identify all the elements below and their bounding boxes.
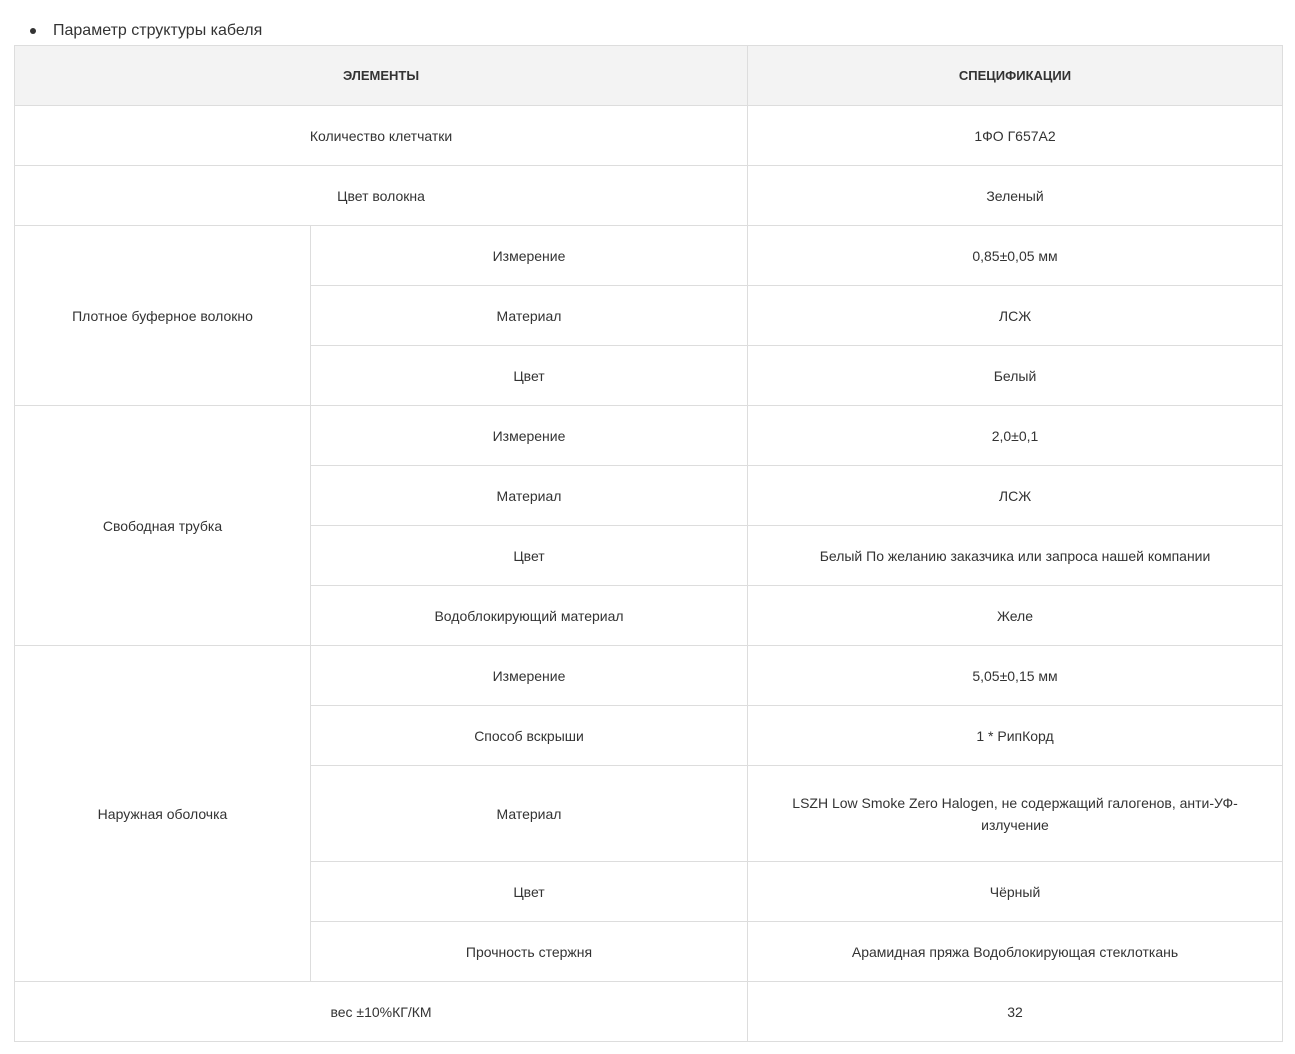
table-row bbox=[15, 982, 1283, 1042]
row-value: Зеленый bbox=[748, 166, 1283, 226]
row-value: 1 * РипКорд bbox=[748, 706, 1283, 766]
group-label: Плотное буферное волокно bbox=[15, 226, 311, 406]
row-label: Измерение bbox=[311, 646, 748, 706]
row-label: Материал bbox=[311, 766, 748, 862]
row-label: Измерение bbox=[311, 226, 748, 286]
row-value: LSZH Low Smoke Zero Halogen, не содержащий галогенов, анти-УФ-излучение bbox=[748, 766, 1283, 862]
table-row bbox=[15, 646, 1283, 706]
row-label: Способ вскрыши bbox=[311, 706, 748, 766]
table-header-row bbox=[15, 46, 1283, 106]
row-value: ЛСЖ bbox=[748, 286, 1283, 346]
section-heading bbox=[30, 19, 262, 43]
group-label: Свободная трубка bbox=[15, 406, 311, 646]
row-value: 2,0±0,1 bbox=[748, 406, 1283, 466]
group-label: Наружная оболочка bbox=[15, 646, 311, 982]
header-specifications: СПЕЦИФИКАЦИИ bbox=[748, 46, 1283, 106]
row-label: Водоблокирующий материал bbox=[311, 586, 748, 646]
row-label: Цвет bbox=[311, 346, 748, 406]
row-value: 5,05±0,15 мм bbox=[748, 646, 1283, 706]
row-label: Материал bbox=[311, 286, 748, 346]
table-row bbox=[15, 226, 1283, 286]
cable-structure-table bbox=[14, 45, 1283, 1042]
row-label: Количество клетчатки bbox=[15, 106, 748, 166]
row-label: Прочность стержня bbox=[311, 922, 748, 982]
row-label: Измерение bbox=[311, 406, 748, 466]
table-row bbox=[15, 106, 1283, 166]
row-value: Желе bbox=[748, 586, 1283, 646]
row-value: Белый bbox=[748, 346, 1283, 406]
row-value: Белый По желанию заказчика или запроса нашей компании bbox=[748, 526, 1283, 586]
row-label: Цвет волокна bbox=[15, 166, 748, 226]
row-value: Арамидная пряжа Водоблокирующая стеклоткань bbox=[748, 922, 1283, 982]
row-label: Материал bbox=[311, 466, 748, 526]
table-row bbox=[15, 406, 1283, 466]
table-row bbox=[15, 166, 1283, 226]
row-value: 32 bbox=[748, 982, 1283, 1042]
row-label: вес ±10%КГ/КМ bbox=[15, 982, 748, 1042]
row-label: Цвет bbox=[311, 526, 748, 586]
row-value: ЛСЖ bbox=[748, 466, 1283, 526]
row-value: 1ФО Г657А2 bbox=[748, 106, 1283, 166]
section-heading-label: Параметр структуры кабеля bbox=[53, 22, 263, 39]
row-value: 0,85±0,05 мм bbox=[748, 226, 1283, 286]
header-elements: ЭЛЕМЕНТЫ bbox=[15, 46, 748, 106]
row-label: Цвет bbox=[311, 862, 748, 922]
bullet-icon bbox=[30, 28, 36, 34]
row-value: Чёрный bbox=[748, 862, 1283, 922]
